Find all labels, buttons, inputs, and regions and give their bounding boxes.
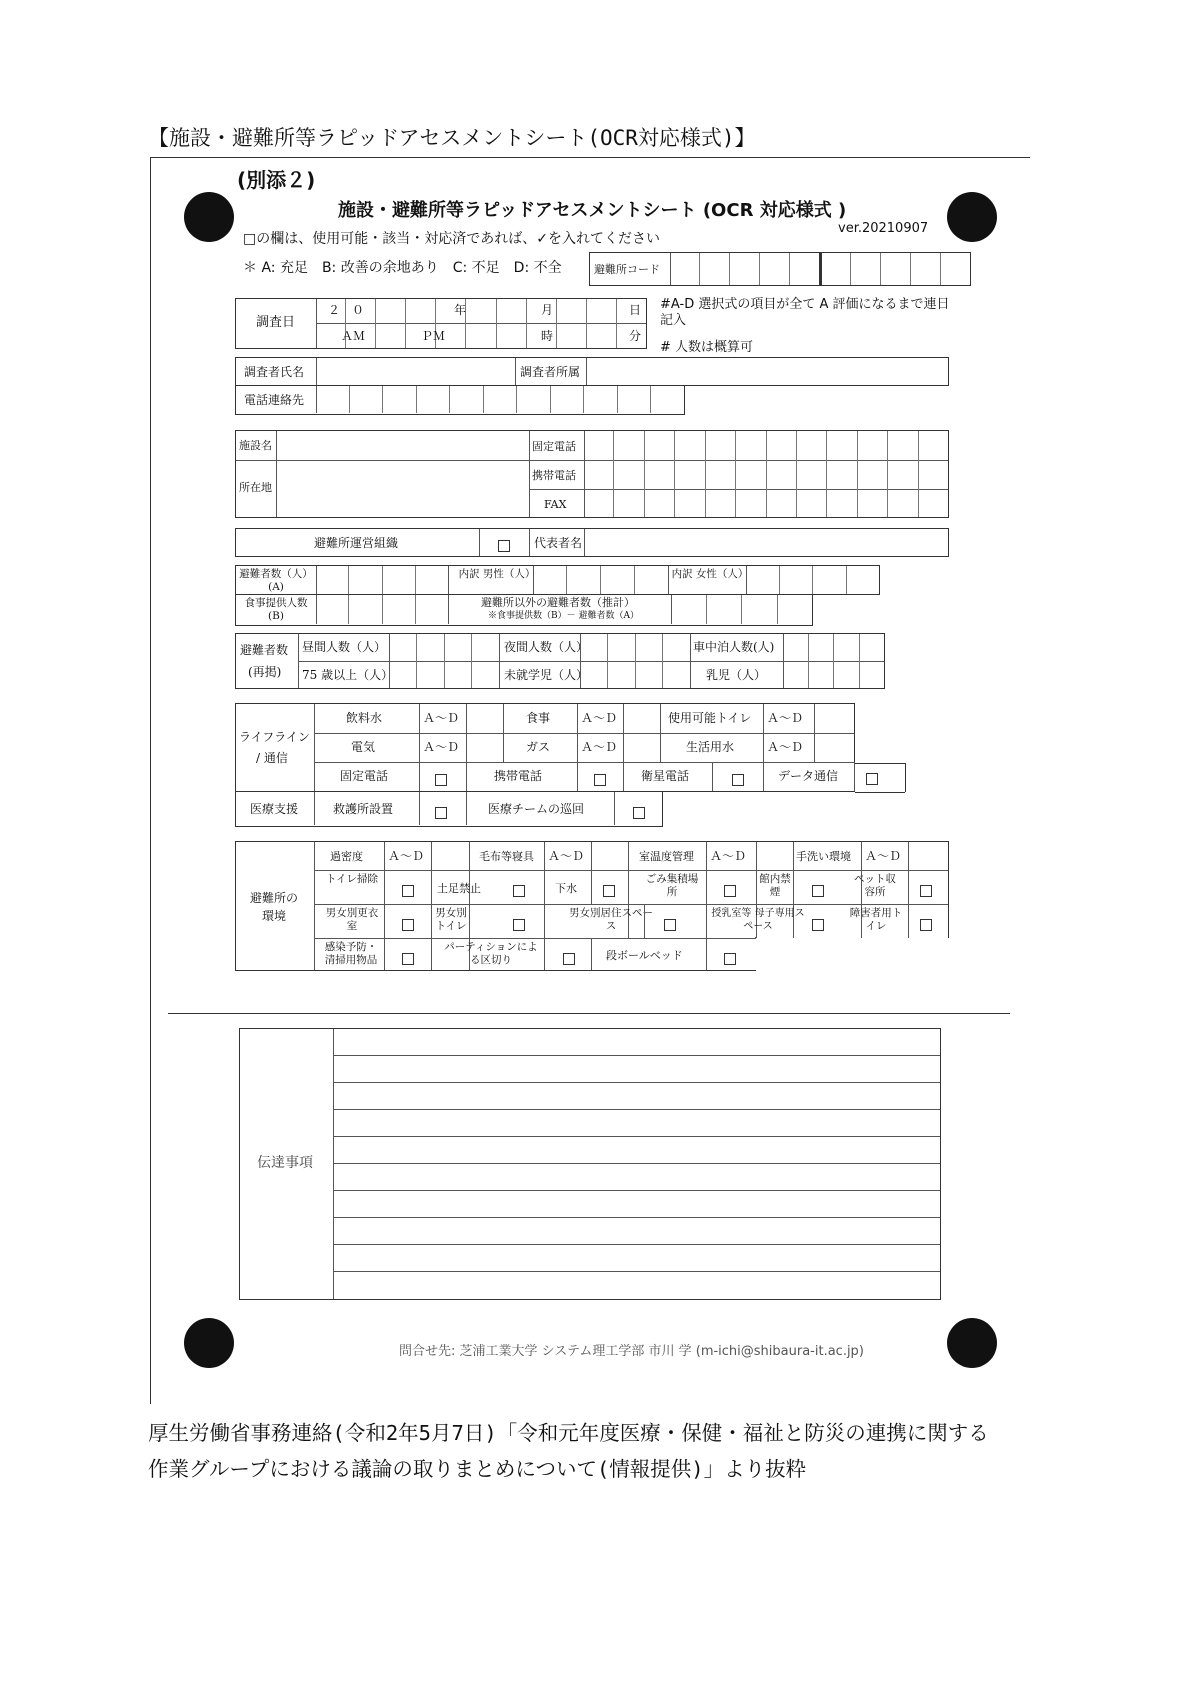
night-count-label: 夜間人数（人） (504, 640, 589, 654)
sewer-checkbox[interactable] (603, 885, 615, 897)
aid-station-checkbox[interactable] (435, 807, 447, 819)
data-comm-label: データ通信 (778, 769, 839, 783)
cardboard-beds-label: 段ボールベッド (606, 949, 683, 962)
checkbox-instruction: □の欄は、使用可能・該当・対応済であれば、✓を入れてください (243, 231, 660, 247)
no-smoking-label: 館内禁煙 (759, 873, 791, 898)
temperature-label: 室温度管理 (639, 850, 694, 863)
registration-marker (947, 192, 997, 242)
pm-label: ＰＭ (421, 329, 446, 343)
blank-area (756, 938, 951, 972)
mobile-comm-label: 携帯電話 (494, 769, 543, 783)
phone-contact-label: 電話連絡先 (244, 393, 305, 407)
gender-toilet-checkbox[interactable] (513, 919, 525, 931)
version-label: ver.20210907 (838, 221, 929, 236)
shoes-off-checkbox[interactable] (513, 885, 525, 897)
source-line-2: 作業グループにおける議論の取りまとめについて(情報提供)」より抜粋 (148, 1457, 807, 1481)
garbage-label: ごみ集積場所 (645, 873, 699, 898)
evacuee-breakdown-block[interactable] (235, 633, 885, 689)
landline-label: 固定電話 (532, 440, 576, 453)
food-rating[interactable]: Ａ～Ｄ (581, 711, 618, 725)
note-approx: # 人数は概算可 (660, 340, 754, 355)
fax-label: FAX (544, 498, 567, 511)
temperature-rating[interactable]: Ａ～Ｄ (710, 849, 747, 863)
gas-label: ガス (526, 740, 551, 754)
satellite-checkbox[interactable] (732, 774, 744, 786)
environment-group-label: 避難所の (250, 891, 299, 905)
medical-support-row[interactable] (235, 792, 663, 827)
changing-room-label: 男女別更衣室 (325, 907, 379, 932)
infection-supplies-label: 感染予防・清掃用物品 (324, 941, 378, 966)
infection-supplies-checkbox[interactable] (402, 953, 414, 965)
cardboard-beds-checkbox[interactable] (724, 953, 736, 965)
facility-name-label: 施設名 (239, 439, 272, 452)
infant-count-label: 乳児（人） (706, 668, 767, 682)
electricity-label: 電気 (351, 740, 376, 754)
gas-rating[interactable]: Ａ～Ｄ (581, 740, 618, 754)
note-all-a: #A-D 選択式の項目が全て A 評価になるまで連日記入 (660, 297, 950, 328)
attachment-label: (別添２) (237, 168, 316, 192)
shoes-off-label: 土足禁止 (437, 882, 481, 895)
accessible-toilet-label: 障害者用トイレ (849, 907, 903, 932)
meals-row[interactable] (235, 595, 813, 626)
registration-marker (947, 1318, 997, 1368)
day-label: 日 (629, 303, 642, 317)
message-label: 伝達事項 (257, 1155, 313, 1171)
density-label: 過密度 (330, 850, 363, 863)
message-box[interactable] (239, 1028, 941, 1300)
bedding-rating[interactable]: Ａ～Ｄ (548, 849, 585, 863)
mobile-checkbox[interactable] (594, 774, 606, 786)
toilet-cleaning-checkbox[interactable] (402, 885, 414, 897)
female-count-label: 内訳 女性（人） (671, 568, 749, 580)
density-rating[interactable]: Ａ～Ｄ (388, 849, 425, 863)
aid-station-label: 救護所設置 (333, 802, 394, 816)
meals-count-label: 食事提供人数 (B) (244, 597, 308, 622)
water-rating[interactable]: Ａ～Ｄ (423, 711, 460, 725)
evacuee-count-row[interactable] (235, 565, 880, 595)
landline-comm-label: 固定電話 (340, 769, 389, 783)
representative-label: 代表者名 (534, 536, 583, 550)
facility-address-label: 所在地 (239, 481, 272, 494)
surveyor-affiliation-label: 調査者所属 (520, 365, 581, 379)
toilet-rating[interactable]: Ａ～Ｄ (767, 711, 804, 725)
changing-room-checkbox[interactable] (402, 919, 414, 931)
usable-toilet-label: 使用可能トイレ (668, 711, 752, 725)
survey-date-label: 調査日 (256, 315, 296, 330)
operating-org-label: 避難所運営組織 (314, 536, 399, 550)
gender-toilet-label: 男女別トイレ (435, 907, 467, 932)
page-heading: 【施設・避難所等ラピッドアセスメントシート(OCR対応様式)】 (148, 126, 756, 150)
garbage-checkbox[interactable] (724, 885, 736, 897)
minute-label: 分 (629, 329, 642, 343)
gender-space-label: 男女別居住スペース (569, 907, 653, 932)
operating-org-row[interactable] (235, 528, 949, 557)
bedding-label: 毛布等寝具 (479, 850, 534, 863)
form-title: 施設・避難所等ラピッドアセスメントシート (OCR 対応様式 ) (338, 200, 847, 221)
operating-org-checkbox[interactable] (498, 540, 510, 552)
elderly-count-label: 75 歳以上（人） (302, 668, 394, 682)
surveyor-row[interactable] (235, 357, 949, 386)
date-cells[interactable] (316, 299, 646, 348)
gender-space-checkbox[interactable] (664, 919, 676, 931)
shelter-code-cells[interactable] (670, 253, 970, 285)
food-label: 食事 (526, 711, 551, 725)
environment-group-sub-label: 環境 (262, 909, 287, 923)
preschool-count-label: 未就学児（人） (504, 668, 589, 682)
registration-marker (184, 1318, 234, 1368)
satellite-phone-label: 衛星電話 (641, 769, 690, 783)
hour-label: 時 (541, 329, 554, 343)
facility-block[interactable] (235, 430, 949, 518)
shelter-code-label: 避難所コード (594, 263, 660, 276)
no-smoking-checkbox[interactable] (812, 885, 824, 897)
section-divider (168, 1013, 1010, 1014)
am-label: ＡＭ (341, 329, 366, 343)
lifeline-group-label: ライフライン (239, 730, 310, 744)
outside-count-formula: ※食事提供数（B）－ 避難者数（A） (488, 611, 639, 621)
water-label: 飲料水 (346, 711, 383, 725)
pet-label: ペット収容所 (854, 873, 896, 898)
mobile-label: 携帯電話 (532, 469, 576, 482)
medical-team-label: 医療チームの巡回 (488, 802, 585, 816)
medical-team-checkbox[interactable] (633, 807, 645, 819)
registration-marker (184, 192, 234, 242)
nursing-room-checkbox[interactable] (812, 919, 824, 931)
lifeline-block[interactable] (235, 703, 855, 792)
data-comm-checkbox[interactable] (866, 773, 878, 785)
outside-count-label: 避難所以外の避難者数（推計） (481, 596, 635, 609)
month-label: 月 (541, 303, 554, 317)
phone-row[interactable] (235, 386, 685, 415)
year-prefix: ２ ０ (328, 303, 365, 317)
landline-checkbox[interactable] (435, 774, 447, 786)
handwash-label: 手洗い環境 (796, 850, 851, 863)
surveyor-name-label: 調査者氏名 (244, 365, 305, 379)
year-label: 年 (454, 303, 467, 317)
medical-support-label: 医療支援 (250, 802, 299, 816)
partitions-checkbox[interactable] (563, 953, 575, 965)
pet-checkbox[interactable] (920, 885, 932, 897)
domestic-water-rating[interactable]: Ａ～Ｄ (767, 740, 804, 754)
evac-group-label: 避難者数 (240, 643, 289, 657)
domestic-water-label: 生活用水 (686, 740, 735, 754)
evac-group-sub-label: (再掲) (248, 665, 282, 679)
phone-cells[interactable] (316, 386, 684, 413)
accessible-toilet-checkbox[interactable] (920, 919, 932, 931)
car-stay-count-label: 車中泊人数(人) (693, 640, 775, 654)
rating-legend: ＊ A: 充足 B: 改善の余地あり C: 不足 D: 不全 (243, 260, 562, 276)
contact-info: 問合せ先: 芝浦工業大学 システム理工学部 市川 学 (m-ichi@shibaura-it.ac.jp) (399, 1344, 864, 1359)
handwash-rating[interactable]: Ａ～Ｄ (865, 849, 902, 863)
electricity-rating[interactable]: Ａ～Ｄ (423, 740, 460, 754)
source-line-1: 厚生労働省事務連絡(令和2年5月7日)「令和元年度医療・保健・福祉と防災の連携に関する (148, 1421, 989, 1445)
toilet-cleaning-label: トイレ掃除 (326, 873, 378, 885)
survey-date-box[interactable] (235, 298, 647, 349)
shelter-code-box[interactable] (589, 252, 971, 286)
facility-phone-cells[interactable] (584, 431, 948, 517)
lifeline-group-sub-label: / 通信 (256, 751, 288, 765)
sewer-label: 下水 (555, 882, 577, 895)
partitions-label: パーティションによる区切り (444, 941, 538, 966)
nursing-room-label: 授乳室等 母子専用スペース (711, 908, 805, 932)
daytime-count-label: 昼間人数（人） (302, 640, 387, 654)
evacuee-count-label: 避難者数（人）(A) (239, 568, 313, 593)
male-count-label: 内訳 男性（人） (458, 568, 536, 580)
